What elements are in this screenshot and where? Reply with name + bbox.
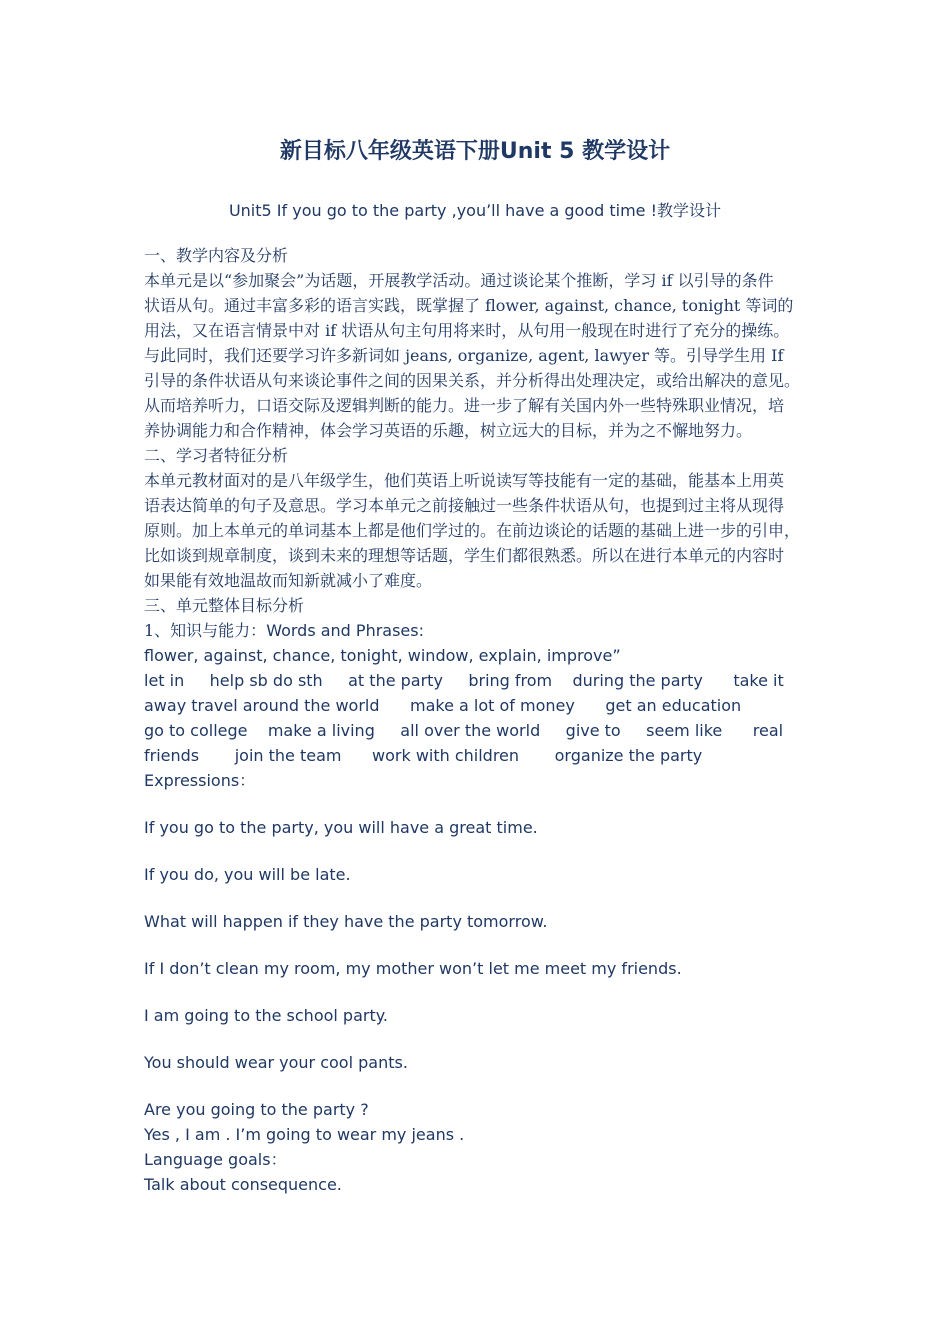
title-cn-suffix: 教学设计 <box>582 138 671 164</box>
phrase-line: let in help sb do sth at the party bring from during the party take it <box>144 671 784 690</box>
title-cn-prefix: 新目标八年级英语下册 <box>279 138 500 164</box>
dialog-line: Are you going to the party ? <box>144 1100 369 1119</box>
expression-sentence: You should wear your cool pants. <box>144 1053 408 1072</box>
words-line: flower, against, chance, tonight, window, explain, improve” <box>144 646 621 665</box>
document-body <box>144 243 824 1197</box>
paragraph-line: 用法，又在语言情景中对 if 状语从句主句用将来时，从句用一般现在时进行了充分的操练。 <box>144 321 790 340</box>
phrase-line: away travel around the world make a lot of money get an education <box>144 696 742 715</box>
paragraph-line: 状语从句。通过丰富多彩的语言实践，既掌握了 flower, against, chance, tonight 等词的 <box>144 296 794 315</box>
paragraph-line: 原则。加上本单元的单词基本上都是他们学过的。在前边谈论的话题的基础上进一步的引申， <box>144 521 801 540</box>
section-heading: 一、教学内容及分析 <box>144 246 289 265</box>
phrase-line: go to college make a living all over the world give to seem like real <box>144 721 784 740</box>
paragraph-line: 本单元是以“参加聚会”为话题，开展教学活动。通过谈论某个推断，学习 if 以引导的条件 <box>144 271 774 290</box>
expression-sentence: I am going to the school party. <box>144 1006 389 1025</box>
paragraph-line: 语表达简单的句子及意思。学习本单元之前接触过一些条件状语从句，也提到过主将从现得 <box>144 496 785 515</box>
section-heading: 二、学习者特征分析 <box>144 446 289 465</box>
paragraph-line: 与此同时，我们还要学习许多新词如 jeans, organize, agent, lawyer 等。引导学生用 If <box>144 346 784 365</box>
knowledge-label: Words and Phrases: <box>266 621 424 640</box>
knowledge-prefix: 1、知识与能力： <box>144 621 267 640</box>
paragraph-line: 比如谈到规章制度，谈到未来的理想等话题，学生们都很熟悉。所以在进行本单元的内容时 <box>144 546 785 565</box>
page-subtitle <box>0 198 950 221</box>
page-title <box>0 134 950 165</box>
paragraph-line: 从而培养听力，口语交际及逻辑判断的能力。进一步了解有关国内外一些特殊职业情况，培 <box>144 396 785 415</box>
paragraph-line: 本单元教材面对的是八年级学生，他们英语上听说读写等技能有一定的基础，能基本上用英 <box>144 471 785 490</box>
expression-sentence: If you do, you will be late. <box>144 865 351 884</box>
subtitle-cn: 教学设计 <box>657 201 722 220</box>
subtitle-en: Unit5 If you go to the party ,you’ll have a good time ! <box>228 201 658 220</box>
language-goal: Talk about consequence. <box>144 1175 342 1194</box>
knowledge-line <box>144 618 824 643</box>
language-goals-label: Language goals： <box>144 1150 287 1169</box>
expression-sentence: If I don’t clean my room, my mother won’t let me meet my friends. <box>144 959 682 978</box>
expression-sentence: What will happen if they have the party tomorrow. <box>144 912 548 931</box>
section-heading: 三、单元整体目标分析 <box>144 596 305 615</box>
title-unit: Unit 5 <box>499 139 575 164</box>
expression-sentence: If you go to the party, you will have a great time. <box>144 818 538 837</box>
dialog-line: Yes , I am . I’m going to wear my jeans . <box>144 1125 465 1144</box>
expressions-label: Expressions： <box>144 771 256 790</box>
paragraph-line: 引导的条件状语从句来谈论事件之间的因果关系，并分析得出处理决定，或给出解决的意见。 <box>144 371 801 390</box>
phrase-line: friends join the team work with children organize the party <box>144 746 703 765</box>
paragraph-line: 如果能有效地温故而知新就减小了难度。 <box>144 571 433 590</box>
paragraph-line: 养协调能力和合作精神，体会学习英语的乐趣，树立远大的目标，并为之不懈地努力。 <box>144 421 753 440</box>
